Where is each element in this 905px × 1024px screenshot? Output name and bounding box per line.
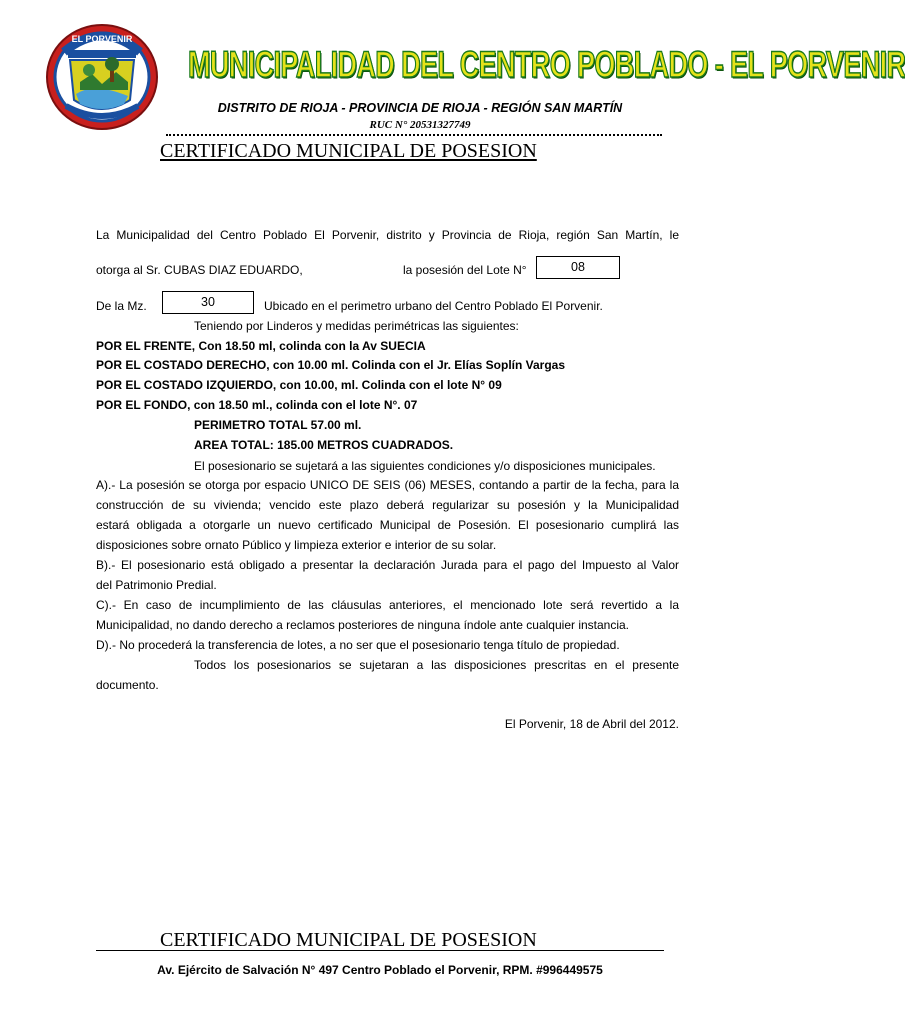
footer-address: Av. Ejército de Salvación N° 497 Centro Poblado el Porvenir, RPM. #996449575 xyxy=(157,963,603,977)
grantee-text: otorga al Sr. CUBAS DIAZ EDUARDO, xyxy=(96,263,303,277)
footer-certificate-title: CERTIFICADO MUNICIPAL DE POSESION xyxy=(160,929,537,951)
footer-divider xyxy=(96,950,664,951)
lote-label: la posesión del Lote N° xyxy=(403,263,527,277)
area-total: AREA TOTAL: 185.00 METROS CUADRADOS. xyxy=(194,438,454,452)
clause-a-line-3: estará obligada a otorgarle un nuevo certificado Municipal de Posesión. El posesionario cumplirá las xyxy=(96,518,679,532)
municipality-title: MUNICIPALIDAD DEL CENTRO POBLADO - EL PORVENIR xyxy=(188,44,905,86)
closing-line-1: Todos los posesionarios se sujetaran a las disposiciones prescritas en el presente xyxy=(194,658,679,672)
date-line: El Porvenir, 18 de Abril del 2012. xyxy=(504,717,679,731)
intro-line-1: La Municipalidad del Centro Poblado El Porvenir, distrito y Provincia de Rioja, región San Martín, le xyxy=(96,228,679,242)
district-subtitle: DISTRITO DE RIOJA - PROVINCIA DE RIOJA - REGIÓN SAN MARTÍN xyxy=(217,101,623,115)
mz-number-field: 30 xyxy=(162,291,254,314)
lote-number-field: 08 xyxy=(536,256,620,279)
header-divider xyxy=(166,134,662,136)
clause-a-line-4: disposiciones sobre ornato Público y limpieza exterior e interior de su solar. xyxy=(96,538,497,552)
lindero-izquierdo: POR EL COSTADO IZQUIERDO, con 10.00, ml. Colinda con el lote N° 09 xyxy=(96,378,502,392)
clause-a-line-2: construcción de su vivienda; vencido este plazo deberá regularizar su posesión y la Municipalidad xyxy=(96,498,679,512)
certificate-title: CERTIFICADO MUNICIPAL DE POSESION xyxy=(160,140,537,162)
clause-d: D).- No procederá la transferencia de lotes, a no ser que el posesionario tenga título de propiedad. xyxy=(96,638,620,652)
clause-b-line-2: del Patrimonio Predial. xyxy=(96,578,217,592)
seal-text: EL PORVENIR xyxy=(71,34,133,44)
clause-c-line-1: C).- En caso de incumplimiento de las cláusulas anteriores, el mencionado lote será revertido a la xyxy=(96,598,679,612)
clause-a-line-1: A).- La posesión se otorga por espacio UNICO DE SEIS (06) MESES, contando a partir de la fecha, para la xyxy=(96,478,679,492)
ruc-number: RUC N° 20531327749 xyxy=(369,119,471,131)
mz-label: De la Mz. xyxy=(96,299,147,313)
lindero-fondo: POR EL FONDO, con 18.50 ml., colinda con el lote N°. 07 xyxy=(96,398,418,412)
conditions-intro: El posesionario se sujetará a las siguientes condiciones y/o disposiciones municipales. xyxy=(194,459,656,473)
lindero-frente: POR EL FRENTE, Con 18.50 ml, colinda con la Av SUECIA xyxy=(96,339,426,353)
clause-c-line-2: Municipalidad, no dando derecho a reclamos posteriores de ninguna índole ante cualquier instancia. xyxy=(96,618,630,632)
location-text: Ubicado en el perimetro urbano del Centro Poblado El Porvenir. xyxy=(264,299,603,313)
closing-line-2: documento. xyxy=(96,678,159,692)
lindero-derecho: POR EL COSTADO DERECHO, con 10.00 ml. Colinda con el Jr. Elías Soplín Vargas xyxy=(96,358,566,372)
municipal-seal-logo xyxy=(44,22,160,132)
linderos-intro: Teniendo por Linderos y medidas perimétricas las siguientes: xyxy=(194,319,519,333)
clause-b-line-1: B).- El posesionario está obligado a presentar la declaración Jurada para el pago del Impuesto al Valor xyxy=(96,558,679,572)
perimetro-total: PERIMETRO TOTAL 57.00 ml. xyxy=(194,418,362,432)
